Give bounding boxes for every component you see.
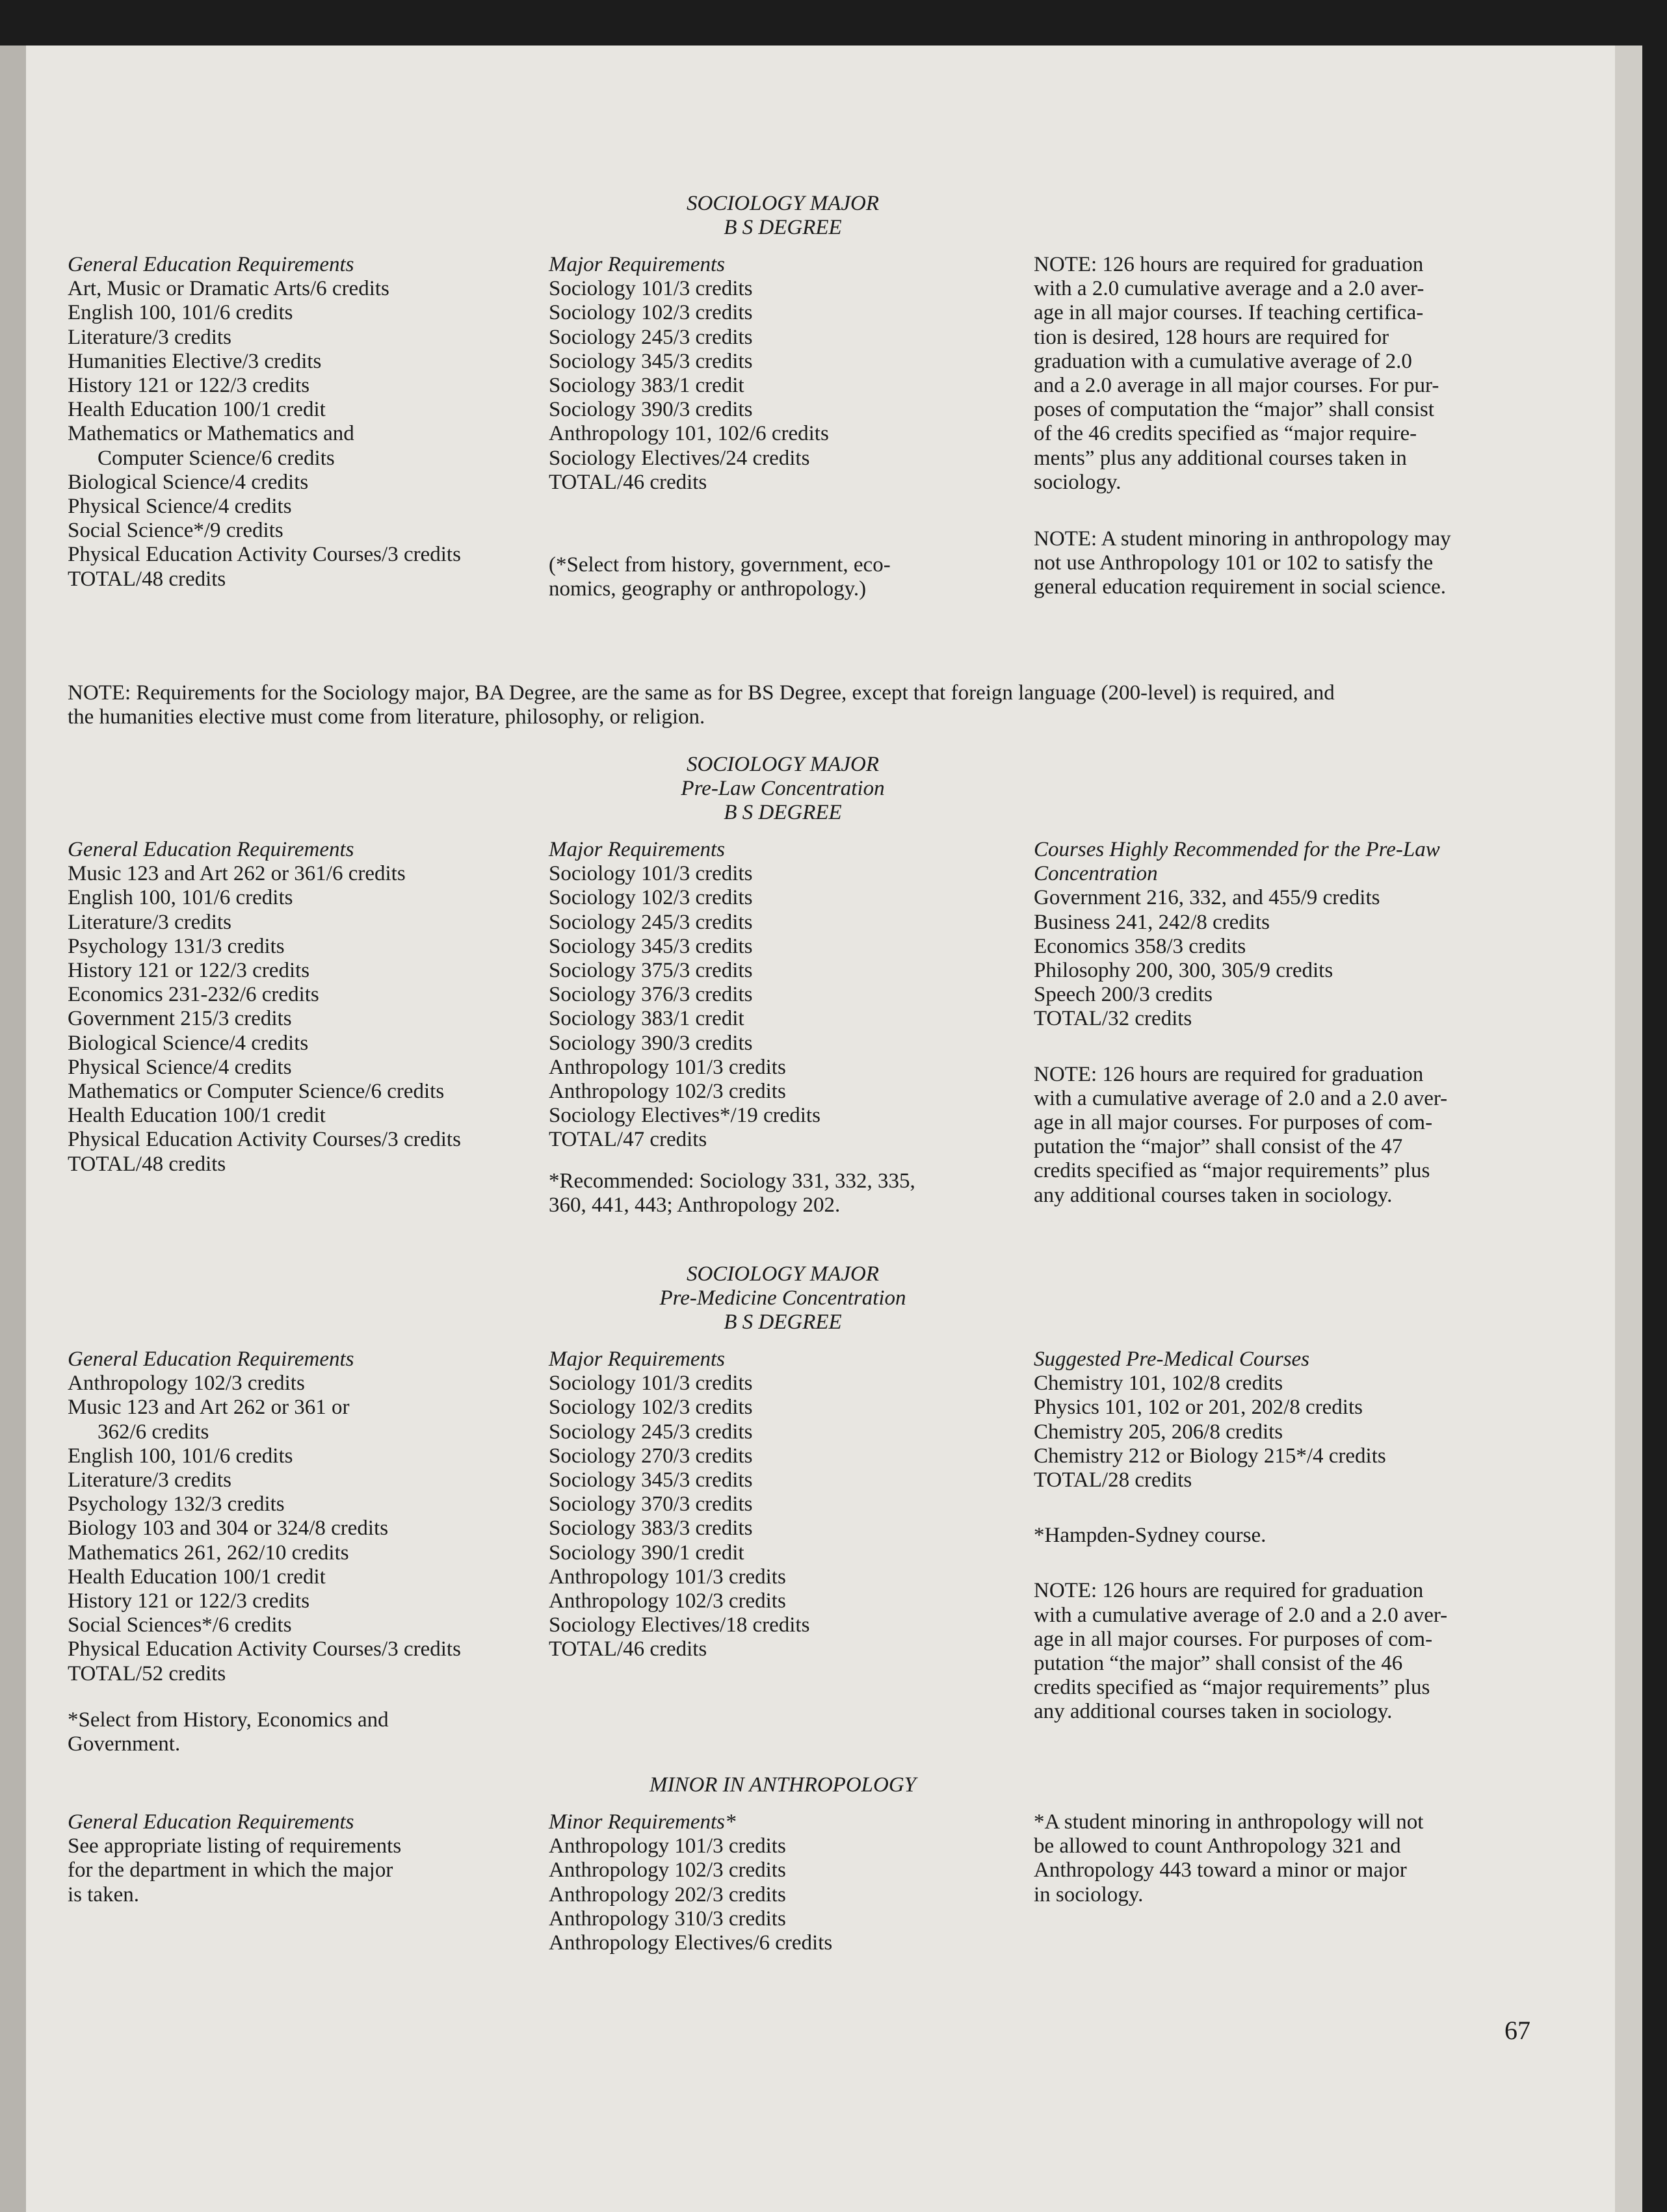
- notes-column: [1034, 1810, 1498, 1955]
- requirement-line: Sociology 101/3 credits: [549, 1372, 753, 1396]
- note-line: with a cumulative average of 2.0 and a 2.0 aver-: [1034, 1603, 1448, 1627]
- footnote: nomics, geography or anthropology.): [549, 577, 867, 601]
- section-title: MINOR IN ANTHROPOLOGY: [649, 1773, 917, 1797]
- ba-degree-note: [68, 681, 1498, 729]
- requirement-line: Biological Science/4 credits: [68, 1031, 309, 1055]
- requirement-line: Physical Education Activity Courses/3 credits: [68, 543, 461, 567]
- column-heading: Concentration: [1034, 862, 1158, 886]
- section-degree: B S DEGREE: [724, 1310, 842, 1334]
- requirement-line: Sociology 345/3 credits: [549, 349, 753, 373]
- requirement-line: Literature/3 credits: [68, 910, 231, 934]
- requirement-line: Physical Science/4 credits: [68, 495, 292, 519]
- notes-column: [1034, 253, 1498, 601]
- requirement-total: TOTAL/47 credits: [549, 1128, 707, 1152]
- requirement-line: Literature/3 credits: [68, 325, 231, 349]
- requirement-line: Sociology 102/3 credits: [549, 1396, 753, 1420]
- section-title: SOCIOLOGY MAJOR: [686, 753, 880, 776]
- requirement-line: Physical Education Activity Courses/3 credits: [68, 1128, 461, 1152]
- note-line: any additional courses taken in sociology.: [1034, 1700, 1393, 1724]
- column-heading: General Education Requirements: [68, 253, 354, 276]
- requirement-line: Sociology 102/3 credits: [549, 886, 753, 910]
- note-line: general education requirement in social science.: [1034, 575, 1447, 599]
- requirement-line: Health Education 100/1 credit: [68, 1565, 326, 1589]
- major-column: [549, 838, 1034, 1217]
- footnote: *Select from History, Economics and: [68, 1708, 389, 1732]
- requirement-line: Anthropology Electives/6 credits: [549, 1931, 833, 1955]
- section-anthropology-minor: [68, 1773, 1498, 1955]
- requirement-line: Anthropology 310/3 credits: [549, 1906, 786, 1931]
- requirement-line: See appropriate listing of requirements: [68, 1834, 402, 1858]
- requirement-line: Anthropology 101, 102/6 credits: [549, 422, 829, 446]
- gen-ed-column: [68, 1810, 549, 1955]
- note-line: NOTE: 126 hours are required for graduation: [1034, 1062, 1424, 1086]
- requirement-line: 362/6 credits: [98, 1420, 209, 1444]
- requirement-line: Biology 103 and 304 or 324/8 credits: [68, 1516, 389, 1541]
- note-line: putation the “major” shall consist of the 47: [1034, 1135, 1403, 1159]
- note-line: with a 2.0 cumulative average and a 2.0 aver-: [1034, 277, 1424, 301]
- note-line: NOTE: Requirements for the Sociology major, BA Degree, are the same as for BS Degree, except that foreign language (200-level) is required, and: [68, 681, 1335, 705]
- column-heading: Major Requirements: [549, 253, 725, 276]
- note-line: credits specified as “major requirements” plus: [1034, 1676, 1430, 1700]
- requirement-line: Biological Science/4 credits: [68, 470, 309, 494]
- note-line: and a 2.0 average in all major courses. For pur-: [1034, 374, 1439, 398]
- note-line: the humanities elective must come from literature, philosophy, or religion.: [68, 705, 705, 729]
- note-line: NOTE: 126 hours are required for graduation: [1034, 253, 1424, 276]
- section-title: SOCIOLOGY MAJOR: [686, 192, 880, 215]
- requirement-line: Sociology 370/3 credits: [549, 1492, 753, 1516]
- requirement-line: English 100, 101/6 credits: [68, 886, 293, 910]
- requirement-total: TOTAL/46 credits: [549, 470, 707, 494]
- requirement-line: Government 216, 332, and 455/9 credits: [1034, 886, 1380, 910]
- facing-page-edge: [0, 46, 26, 2212]
- section-degree: B S DEGREE: [724, 216, 842, 239]
- note-line: ments” plus any additional courses taken in: [1034, 446, 1407, 470]
- footnote: (*Select from history, government, eco-: [549, 553, 891, 577]
- major-column: [549, 253, 1034, 601]
- requirement-line: Physical Science/4 credits: [68, 1055, 292, 1079]
- requirement-line: Sociology 345/3 credits: [549, 1468, 753, 1492]
- requirement-line: is taken.: [68, 1882, 139, 1906]
- requirement-line: Sociology 390/3 credits: [549, 398, 753, 422]
- requirement-line: Sociology 102/3 credits: [549, 301, 753, 325]
- requirement-line: Sociology 101/3 credits: [549, 277, 753, 301]
- section-concentration: Pre-Medicine Concentration: [659, 1286, 906, 1310]
- requirement-total: TOTAL/28 credits: [1034, 1468, 1192, 1492]
- requirement-line: Mathematics or Computer Science/6 credits: [68, 1080, 445, 1104]
- requirement-line: Sociology 245/3 credits: [549, 910, 753, 934]
- gen-ed-column: [68, 253, 549, 601]
- requirement-line: Psychology 131/3 credits: [68, 934, 285, 958]
- requirement-line: Anthropology 102/3 credits: [549, 1080, 786, 1104]
- requirement-line: for the department in which the major: [68, 1858, 393, 1882]
- footnote: *Hampden-Sydney course.: [1034, 1524, 1267, 1548]
- requirement-line: Health Education 100/1 credit: [68, 1104, 326, 1128]
- requirement-line: Economics 231-232/6 credits: [68, 983, 319, 1007]
- requirement-line: Sociology 270/3 credits: [549, 1444, 753, 1468]
- requirement-line: Anthropology 101/3 credits: [549, 1565, 786, 1589]
- note-line: not use Anthropology 101 or 102 to satisfy the: [1034, 551, 1434, 575]
- requirement-line: Physical Education Activity Courses/3 credits: [68, 1637, 461, 1661]
- requirement-line: Sociology 390/1 credit: [549, 1541, 744, 1565]
- note-line: tion is desired, 128 hours are required for: [1034, 325, 1389, 349]
- requirement-total: TOTAL/52 credits: [68, 1661, 226, 1685]
- column-heading: General Education Requirements: [68, 1347, 354, 1371]
- requirement-total: TOTAL/48 credits: [68, 567, 226, 591]
- requirement-total: TOTAL/46 credits: [549, 1637, 707, 1661]
- note-line: graduation with a cumulative average of 2.0: [1034, 349, 1412, 373]
- column-heading: Major Requirements: [549, 838, 725, 861]
- note-line: sociology.: [1034, 470, 1122, 494]
- section-sociology-bs: [68, 192, 1498, 601]
- column-heading: Minor Requirements*: [549, 1810, 736, 1834]
- note-line: with a cumulative average of 2.0 and a 2.0 aver-: [1034, 1086, 1448, 1110]
- section-title: SOCIOLOGY MAJOR: [686, 1262, 880, 1286]
- section-degree: B S DEGREE: [724, 801, 842, 824]
- note-line: *A student minoring in anthropology will not: [1034, 1810, 1424, 1834]
- gen-ed-column: [68, 838, 549, 1217]
- requirement-line: Sociology Electives/18 credits: [549, 1613, 810, 1637]
- section-concentration: Pre-Law Concentration: [681, 777, 885, 800]
- recommended-column: [1034, 838, 1498, 1217]
- note-line: putation “the major” shall consist of the 46: [1034, 1652, 1403, 1676]
- requirement-total: TOTAL/48 credits: [68, 1152, 226, 1176]
- requirement-line: Sociology 383/1 credit: [549, 1007, 744, 1031]
- note-line: NOTE: 126 hours are required for graduation: [1034, 1579, 1424, 1603]
- requirement-line: Physics 101, 102 or 201, 202/8 credits: [1034, 1396, 1363, 1420]
- requirement-line: Sociology 383/1 credit: [549, 374, 744, 398]
- requirement-line: Anthropology 102/3 credits: [549, 1589, 786, 1613]
- footnote: Government.: [68, 1732, 181, 1756]
- requirement-line: Computer Science/6 credits: [98, 446, 335, 470]
- requirement-line: Health Education 100/1 credit: [68, 398, 326, 422]
- requirement-line: Chemistry 101, 102/8 credits: [1034, 1372, 1283, 1396]
- requirement-line: Anthropology 101/3 credits: [549, 1834, 786, 1858]
- requirement-line: Mathematics or Mathematics and: [68, 422, 354, 446]
- requirement-line: Sociology 245/3 credits: [549, 1420, 753, 1444]
- gen-ed-column: [68, 1347, 549, 1756]
- page-number: 67: [1504, 2016, 1530, 2045]
- column-heading: Courses Highly Recommended for the Pre-Law: [1034, 838, 1440, 861]
- note-line: be allowed to count Anthropology 321 and: [1034, 1834, 1401, 1858]
- note-line: poses of computation the “major” shall consist: [1034, 398, 1434, 422]
- note-line: age in all major courses. For purposes of com-: [1034, 1111, 1433, 1135]
- note-line: NOTE: A student minoring in anthropology may: [1034, 527, 1451, 551]
- requirement-line: Sociology Electives*/19 credits: [549, 1104, 820, 1128]
- requirement-line: Music 123 and Art 262 or 361 or: [68, 1396, 350, 1420]
- requirement-line: Business 241, 242/8 credits: [1034, 910, 1270, 934]
- requirement-line: Sociology 376/3 credits: [549, 983, 753, 1007]
- requirement-line: Literature/3 credits: [68, 1468, 231, 1492]
- requirement-line: Economics 358/3 credits: [1034, 934, 1246, 958]
- requirement-line: English 100, 101/6 credits: [68, 1444, 293, 1468]
- requirement-line: Sociology Electives/24 credits: [549, 446, 810, 470]
- requirement-line: Chemistry 205, 206/8 credits: [1034, 1420, 1283, 1444]
- column-heading: Suggested Pre-Medical Courses: [1034, 1347, 1310, 1371]
- requirement-line: Sociology 245/3 credits: [549, 325, 753, 349]
- footnote: 360, 441, 443; Anthropology 202.: [549, 1193, 841, 1217]
- requirement-line: Social Sciences*/6 credits: [68, 1613, 292, 1637]
- premed-courses-column: [1034, 1347, 1498, 1756]
- requirement-line: English 100, 101/6 credits: [68, 301, 293, 325]
- section-premed: [68, 1262, 1498, 1756]
- requirement-line: Anthropology 202/3 credits: [549, 1882, 786, 1906]
- requirement-line: Sociology 101/3 credits: [549, 862, 753, 886]
- section-prelaw: [68, 753, 1498, 1217]
- note-line: age in all major courses. If teaching certifica-: [1034, 301, 1424, 325]
- footnote: *Recommended: Sociology 331, 332, 335,: [549, 1169, 915, 1193]
- requirement-line: Psychology 132/3 credits: [68, 1492, 285, 1516]
- page-edge-shadow: [1615, 46, 1642, 2212]
- minor-column: [549, 1810, 1034, 1955]
- requirement-total: TOTAL/32 credits: [1034, 1007, 1192, 1031]
- note-line: credits specified as “major requirements” plus: [1034, 1159, 1430, 1183]
- note-line: in sociology.: [1034, 1882, 1144, 1906]
- requirement-line: Art, Music or Dramatic Arts/6 credits: [68, 277, 389, 301]
- requirement-line: Music 123 and Art 262 or 361/6 credits: [68, 862, 406, 886]
- note-line: of the 46 credits specified as “major require-: [1034, 422, 1417, 446]
- requirement-line: Anthropology 102/3 credits: [68, 1372, 305, 1396]
- major-column: [549, 1347, 1034, 1756]
- requirement-line: Chemistry 212 or Biology 215*/4 credits: [1034, 1444, 1386, 1468]
- requirement-line: Social Science*/9 credits: [68, 519, 283, 543]
- requirement-line: Sociology 375/3 credits: [549, 959, 753, 983]
- requirement-line: Government 215/3 credits: [68, 1007, 292, 1031]
- requirement-line: Sociology 390/3 credits: [549, 1031, 753, 1055]
- column-heading: General Education Requirements: [68, 838, 354, 861]
- requirement-line: Sociology 345/3 credits: [549, 934, 753, 958]
- requirement-line: Humanities Elective/3 credits: [68, 349, 322, 373]
- requirement-line: Mathematics 261, 262/10 credits: [68, 1541, 349, 1565]
- note-line: age in all major courses. For purposes of com-: [1034, 1627, 1433, 1651]
- column-heading: General Education Requirements: [68, 1810, 354, 1834]
- requirement-line: Anthropology 102/3 credits: [549, 1858, 786, 1882]
- requirement-line: Sociology 383/3 credits: [549, 1516, 753, 1541]
- requirement-line: Anthropology 101/3 credits: [549, 1055, 786, 1079]
- requirement-line: History 121 or 122/3 credits: [68, 374, 310, 398]
- column-heading: Major Requirements: [549, 1347, 725, 1371]
- note-line: any additional courses taken in sociology.: [1034, 1183, 1393, 1207]
- requirement-line: History 121 or 122/3 credits: [68, 959, 310, 983]
- requirement-line: Philosophy 200, 300, 305/9 credits: [1034, 959, 1333, 983]
- note-line: Anthropology 443 toward a minor or major: [1034, 1858, 1407, 1882]
- requirement-line: Speech 200/3 credits: [1034, 983, 1213, 1007]
- requirement-line: History 121 or 122/3 credits: [68, 1589, 310, 1613]
